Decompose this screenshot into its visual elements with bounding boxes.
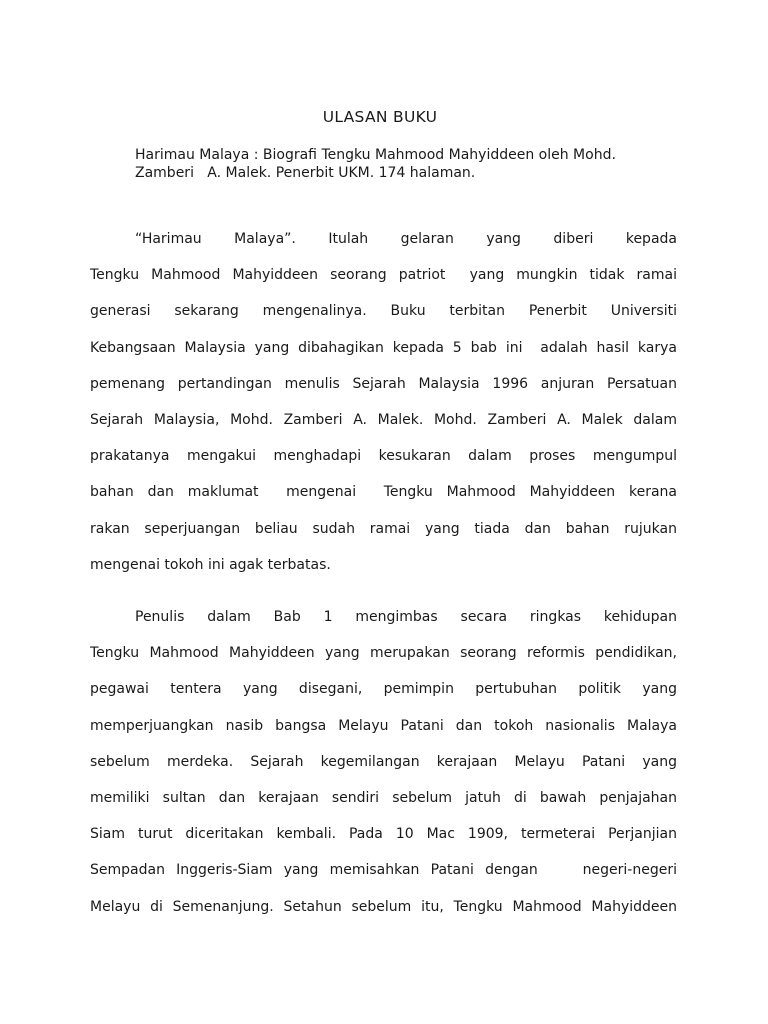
paragraph-line: Sejarah Malaysia, Mohd. Zamberi A. Malek. Mohd. Zamberi A. Malek dalam [90,411,677,428]
book-citation [135,146,695,182]
paragraph-line: generasi sekarang mengenalinya. Buku terbitan Penerbit Universiti [90,303,677,320]
paragraph-line: bahan dan maklumat mengenai Tengku Mahmood Mahyiddeen kerana [90,484,677,501]
paragraph-line: prakatanya mengakui menghadapi kesukaran dalam proses mengumpul [90,448,677,465]
paragraph-line: sebelum merdeka. Sejarah kegemilangan kerajaan Melayu Patani yang [90,753,677,770]
citation-line: Harimau Malaya : Biografi Tengku Mahmood Mahyiddeen oleh Mohd. [135,147,616,163]
paragraph-line: Kebangsaan Malaysia yang dibahagikan kepada 5 bab ini adalah hasil karya [90,339,677,356]
paragraph-line: memiliki sultan dan kerajaan sendiri sebelum jatuh di bawah penjajahan [90,789,677,806]
document-title: ULASAN BUKU [322,108,438,126]
paragraph-line: pegawai tentera yang disegani, pemimpin pertubuhan politik yang [90,681,677,698]
paragraph-line: Sempadan Inggeris-Siam yang memisahkan Patani dengan negeri-negeri [90,862,677,879]
paragraph-line: Melayu di Semenanjung. Setahun sebelum itu, Tengku Mahmood Mahyiddeen [90,898,677,915]
paragraph-line: Tengku Mahmood Mahyiddeen yang merupakan seorang reformis pendidikan, [90,645,677,662]
paragraph-line: Siam turut diceritakan kembali. Pada 10 Mac 1909, termeterai Perjanjian [90,826,677,843]
paragraph [90,221,677,583]
paragraph-line: rakan seperjuangan beliau sudah ramai yang tiada dan bahan rujukan [90,520,677,537]
paragraph-line: Penulis dalam Bab 1 mengimbas secara ringkas kehidupan [135,609,677,625]
paragraph-line: pemenang pertandingan menulis Sejarah Malaysia 1996 anjuran Persatuan [90,375,677,392]
paragraph-line: memperjuangkan nasib bangsa Melayu Patani dan tokoh nasionalis Malaya [90,717,677,734]
paragraph [90,599,677,925]
paragraph-line: Tengku Mahmood Mahyiddeen seorang patriot yang mungkin tidak ramai [90,267,677,284]
paragraph-line: “Harimau Malaya”. Itulah gelaran yang diberi kepada [135,231,677,247]
paragraph-line: mengenai tokoh ini agak terbatas. [90,556,331,573]
citation-line: Zamberi A. Malek. Penerbit UKM. 174 halaman. [135,165,476,181]
